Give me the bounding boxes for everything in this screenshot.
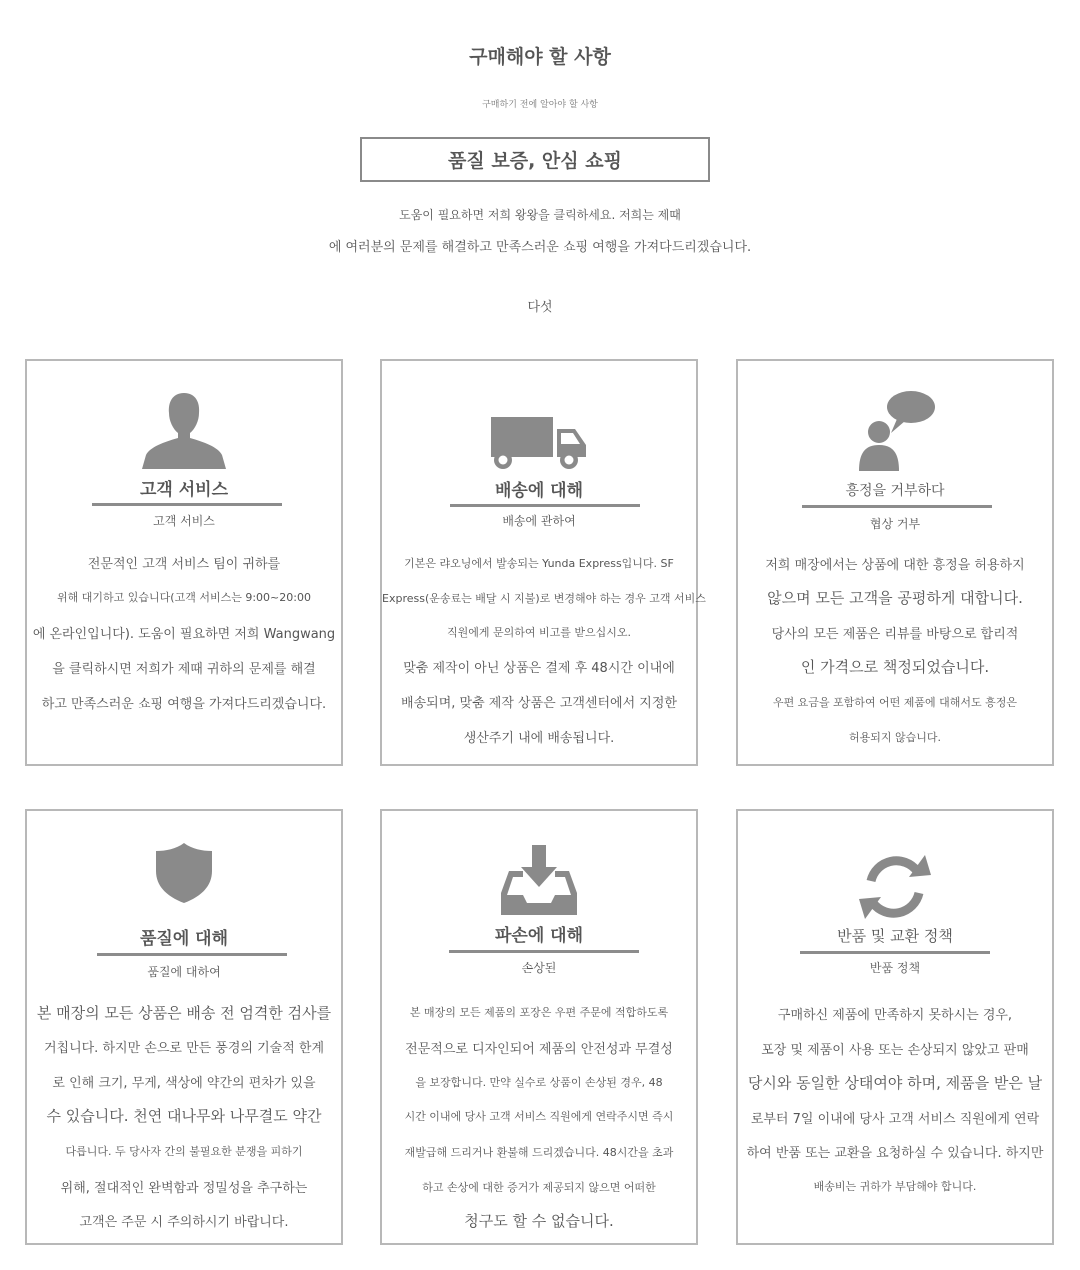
card-text-line: 않으며 모든 고객을 공평하게 대합니다.: [767, 589, 1023, 607]
card-title: 반품 및 교환 정책: [837, 927, 953, 945]
card-text-line: 로 인해 크기, 무게, 색상에 약간의 편차가 있을: [52, 1076, 316, 1091]
card-text-line: 을 보장합니다. 만약 실수로 상품이 손상된 경우, 48: [415, 1076, 663, 1089]
card-text-line: 거칩니다. 하지만 손으로 만든 풍경의 기술적 한계: [43, 1041, 325, 1056]
title-divider: [97, 953, 287, 956]
card-text-line: 재발급해 드리거나 환불해 드리겠습니다. 48시간을 초과: [404, 1146, 674, 1159]
quality-banner: 품질 보증, 안심 쇼핑: [360, 137, 710, 182]
card-text-line: 구매하신 제품에 만족하지 못하시는 경우,: [777, 1008, 1013, 1023]
card-text-line: 청구도 할 수 없습니다.: [464, 1212, 614, 1230]
card-text-line: 전문적인 고객 서비스 팀이 귀하를: [87, 557, 281, 572]
card-text-line: 시간 이내에 당사 고객 서비스 직원에게 연락주시면 즉시: [404, 1110, 674, 1123]
card-subtitle: 협상 거부: [869, 517, 921, 531]
refresh-icon: [738, 851, 1052, 923]
person-icon: [27, 391, 341, 471]
card-text-line: 맞춤 제작이 아닌 상품은 결제 후 48시간 이내에: [403, 661, 675, 676]
card-text-line: 저희 매장에서는 상품에 대한 흥정을 허용하지: [765, 558, 1025, 573]
card-subtitle: 고객 서비스: [153, 514, 215, 528]
card-text-line: 하고 만족스러운 쇼핑 여행을 가져다드리겠습니다.: [41, 697, 327, 712]
card-title: 파손에 대해: [494, 926, 584, 946]
title-divider: [800, 951, 990, 954]
title-divider: [92, 503, 282, 506]
card-quality: [25, 809, 343, 1245]
card-subtitle: 손상된: [521, 961, 557, 975]
card-text-line: 을 클릭하시면 저희가 제때 귀하의 문제를 해결: [52, 662, 316, 677]
intro-text-line-1: 도움이 필요하면 저희 왕왕을 클릭하세요. 저희는 제때: [399, 208, 681, 222]
card-text-line: 다릅니다. 두 당사자 간의 불필요한 분쟁을 피하기: [65, 1145, 303, 1158]
speech-bubble-icon: [738, 387, 1052, 473]
title-divider: [450, 504, 640, 507]
title-divider: [449, 950, 639, 953]
card-text-line: 당사의 모든 제품은 리뷰를 바탕으로 합리적: [771, 627, 1019, 642]
card-title: 흥정을 거부하다: [845, 483, 945, 499]
card-subtitle: 품질에 대하여: [147, 965, 221, 979]
card-text-line: 전문적으로 디자인되어 제품의 안전성과 무결성: [405, 1042, 673, 1057]
card-text-line: 하여 반품 또는 교환을 요청하실 수 있습니다. 하지만: [746, 1146, 1044, 1161]
page-title: 구매해야 할 사항: [469, 46, 611, 68]
card-text-line: 본 매장의 모든 상품은 배송 전 엄격한 검사를: [36, 1004, 332, 1022]
shield-icon: [27, 841, 341, 905]
card-text-line: 위해 대기하고 있습니다(고객 서비스는 9:00~20:00: [57, 591, 311, 604]
card-text-line: 고객은 주문 시 주의하시기 바랍니다.: [79, 1215, 289, 1230]
card-damage: [380, 809, 698, 1245]
card-text-line: 로부터 7일 이내에 당사 고객 서비스 직원에게 연락: [750, 1112, 1040, 1127]
card-text-line: Express(운송료는 배달 시 지불)로 변경해야 하는 경우 고객 서비스: [382, 592, 706, 605]
page-subtitle: 구매하기 전에 알아야 할 사항: [482, 100, 598, 110]
card-text-line: 위해, 절대적인 완벽함과 정밀성을 추구하는: [60, 1181, 308, 1196]
card-text-line: 수 있습니다. 천연 대나무와 나무결도 약간: [46, 1107, 322, 1125]
card-shipping: [380, 359, 706, 766]
card-text-line: 기본은 랴오닝에서 발송되는 Yunda Express입니다. SF: [404, 557, 674, 570]
card-text-line: 생산주기 내에 배송됩니다.: [463, 731, 615, 746]
card-text-line: 인 가격으로 책정되었습니다.: [800, 658, 990, 676]
truck-icon: [382, 413, 696, 471]
inbox-download-icon: [382, 843, 696, 917]
card-text-line: 우편 요금을 포함하여 어떤 제품에 대해서도 흥정은: [772, 696, 1018, 709]
card-text-line: 하고 손상에 대한 증거가 제공되지 않으면 어떠한: [422, 1181, 656, 1194]
card-text-line: 배송비는 귀하가 부담해야 합니다.: [813, 1180, 977, 1193]
card-text-line: 포장 및 제품이 사용 또는 손상되지 않았고 판매: [761, 1043, 1029, 1058]
card-no-bargaining: [736, 359, 1054, 766]
card-text-line: 당시와 동일한 상태여야 하며, 제품을 받은 날: [747, 1074, 1043, 1092]
card-text-line: 배송되며, 맞춤 제작 상품은 고객센터에서 지정한: [401, 696, 677, 711]
card-title: 품질에 대해: [139, 929, 229, 949]
card-customer-service: [25, 359, 343, 766]
card-text-line: 허용되지 않습니다.: [848, 731, 941, 744]
card-title: 고객 서비스: [139, 480, 229, 500]
card-title: 배송에 대해: [494, 481, 584, 501]
title-divider: [802, 505, 992, 508]
section-count: 다섯: [527, 300, 553, 315]
card-text-line: 본 매장의 모든 제품의 포장은 우편 주문에 적합하도록: [409, 1006, 669, 1019]
card-text-line: 직원에게 문의하여 비고를 받으십시오.: [446, 626, 631, 639]
card-text-line: 에 온라인입니다). 도움이 필요하면 저희 Wangwang: [32, 627, 336, 642]
card-subtitle: 배송에 관하여: [502, 514, 576, 528]
intro-text-line-2: 에 여러분의 문제를 해결하고 만족스러운 쇼핑 여행을 가져다드리겠습니다.: [328, 240, 752, 255]
card-return-policy: [736, 809, 1054, 1245]
card-subtitle: 반품 정책: [869, 961, 921, 975]
